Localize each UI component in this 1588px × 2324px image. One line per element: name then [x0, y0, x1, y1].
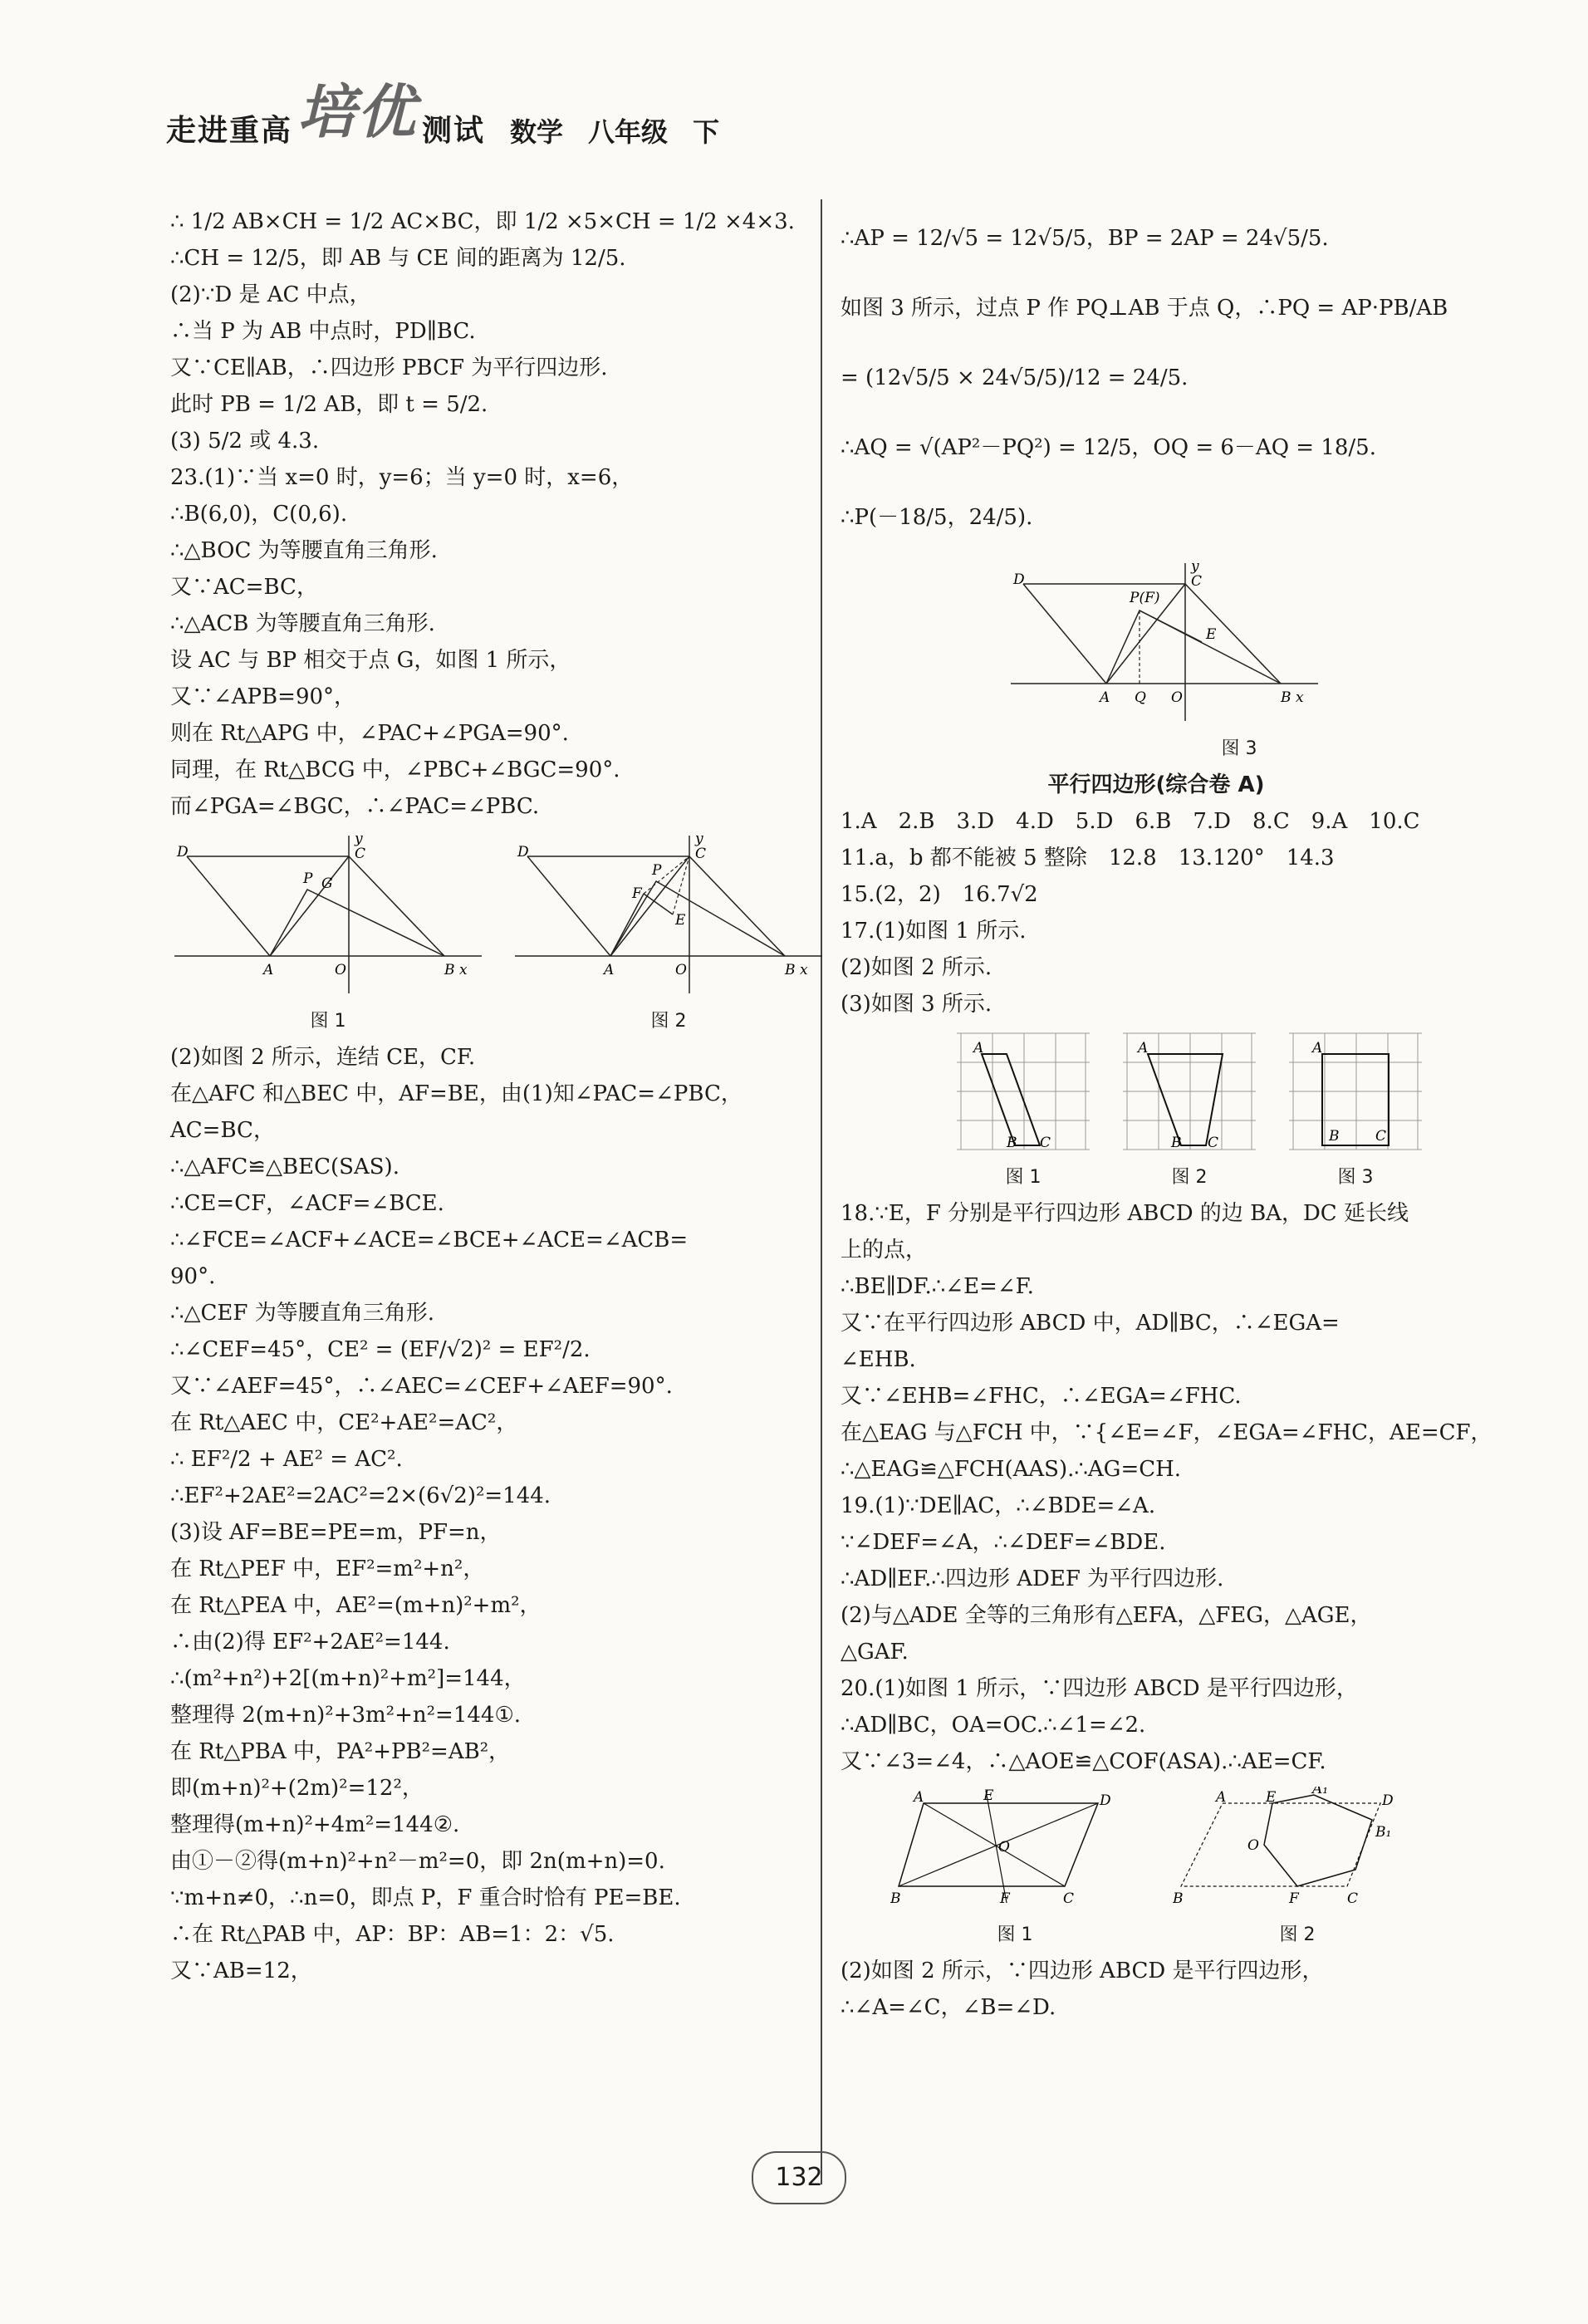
text-line: 又∵∠APB=90°， [170, 684, 356, 709]
left-text-block-1 [170, 203, 810, 825]
svg-text:x: x [800, 962, 808, 978]
text-line: 18.∵E，F 分别是平行四边形 ABCD 的边 BA，DC 延长线 [841, 1201, 1409, 1226]
grid-figures-17 [957, 1029, 1472, 1189]
text-line: 又∵∠3=∠4，∴△AOE≌△COF(ASA).∴AE=CF. [841, 1749, 1326, 1774]
text-line: (2)如图 2 所示，连结 CE，CF. [170, 1045, 476, 1070]
header-subject: 数学 [510, 116, 564, 148]
figure-2-diagram [511, 831, 826, 998]
svg-text:C: C [355, 846, 366, 862]
svg-text:x: x [459, 962, 468, 978]
text-line: ∴EF²+2AE²=2AC²=2×(6√2)²=144. [170, 1483, 551, 1508]
text-line: 15.(2，2) 16.7√2 [841, 882, 1038, 907]
text-line: ∴AP = 12/√5 = 12√5/5，BP = 2AP = 24√5/5. [841, 226, 1329, 251]
text-line: ∴ 1/2 AB×CH = 1/2 AC×BC，即 1/2 ×5×CH = 1/2 ×4×3. [170, 209, 795, 234]
para-figure-1 [890, 1787, 1140, 1946]
svg-text:C: C [1191, 573, 1203, 590]
text-line: ∴在 Rt△PAB 中，AP：BP：AB=1：2：√5. [170, 1922, 615, 1947]
svg-text:O: O [1171, 689, 1183, 706]
page-header [166, 78, 720, 150]
svg-text:B: B [1173, 1890, 1184, 1907]
svg-text:E: E [675, 912, 686, 929]
svg-text:C: C [1063, 1890, 1075, 1907]
svg-text:F: F [632, 885, 642, 902]
para-figure-2 [1173, 1787, 1422, 1946]
text-line: ∴CH = 12/5，即 AB 与 CE 间的距离为 12/5. [170, 246, 626, 271]
svg-text:D: D [1100, 1792, 1111, 1809]
text-line: (2)与△ADE 全等的三角形有△EFA，△FEG，△AGE， [841, 1603, 1372, 1628]
svg-text:A: A [914, 1789, 924, 1806]
text-line: ∴AQ = √(AP²－PQ²) = 12/5，OQ = 6－AQ = 18/5. [841, 435, 1376, 460]
right-text-block-3 [841, 1195, 1492, 1780]
text-line: ∵m+n≠0，∴n=0，即点 P，F 重合时恰有 PE=BE. [170, 1885, 681, 1910]
para-figure-2-diagram [1173, 1787, 1422, 1911]
svg-text:C: C [1347, 1890, 1359, 1907]
figure-2 [511, 831, 826, 1032]
text-line: 23.(1)∵当 x=0 时，y=6；当 y=0 时，x=6， [170, 465, 634, 490]
text-line: 在△EAG 与△FCH 中，∵{∠E=∠F，∠EGA=∠FHC，AE=CF， [841, 1420, 1492, 1445]
para-figure-1-caption: 图 1 [997, 1924, 1033, 1945]
para-figure-2-caption: 图 2 [1279, 1924, 1316, 1945]
text-line: ∵∠DEF=∠A，∴∠DEF=∠BDE. [841, 1530, 1166, 1555]
text-line: 又∵在平行四边形 ABCD 中，AD∥BC，∴∠EGA= [841, 1311, 1340, 1336]
svg-text:P(F): P(F) [1130, 590, 1160, 606]
svg-text:B: B [1171, 1135, 1182, 1151]
svg-text:D: D [1382, 1792, 1394, 1809]
text-line: (2)如图 2 所示，∵四边形 ABCD 是平行四边形， [841, 1959, 1324, 1983]
left-text-block-2 [170, 1039, 810, 1989]
svg-text:B: B [1007, 1135, 1017, 1151]
text-line: ∴(m²+n²)+2[(m+n)²+m²]=144， [170, 1666, 526, 1691]
svg-text:E: E [1206, 626, 1217, 643]
grid-figure-3 [1289, 1029, 1422, 1189]
header-volume: 下 [693, 116, 720, 148]
figure-row-23 [170, 831, 810, 1032]
text-line: 设 AC 与 BP 相交于点 G，如图 1 所示， [170, 648, 571, 673]
text-line: (3)设 AF=BE=PE=m，PF=n， [170, 1520, 502, 1545]
left-column [170, 203, 810, 1989]
text-line: = (12√5/5 × 24√5/5)/12 = 24/5. [841, 365, 1189, 390]
text-line: 在△AFC 和△BEC 中，AF=BE，由(1)知∠PAC=∠PBC， [170, 1081, 743, 1106]
figure-3-caption: 图 3 [1221, 738, 1257, 759]
svg-text:O: O [335, 962, 346, 978]
text-line: ∴△EAG≌△FCH(AAS).∴AG=CH. [841, 1457, 1182, 1482]
text-line: (2)∵D 是 AC 中点， [170, 282, 371, 307]
text-line: ∴由(2)得 EF²+2AE²=144. [170, 1630, 450, 1655]
brand-right: 测试 [422, 114, 486, 148]
svg-text:O: O [675, 962, 687, 978]
grid-figure-1 [957, 1029, 1090, 1189]
text-line: 11.a，b 都不能被 5 整除 12.8 13.120° 14.3 [841, 846, 1335, 870]
text-line: ∴∠A=∠C，∠B=∠D. [841, 1995, 1056, 2020]
grid-figure-2 [1123, 1029, 1256, 1189]
text-line: 在 Rt△PEF 中，EF²=m²+n²， [170, 1557, 485, 1581]
svg-text:G: G [321, 875, 333, 892]
figure-3-diagram [1007, 559, 1322, 725]
figure-3-block [1007, 559, 1472, 760]
text-line: 同理，在 Rt△BCG 中，∠PBC+∠BGC=90°. [170, 758, 620, 782]
svg-text:C: C [1040, 1135, 1051, 1151]
text-line: 在 Rt△PEA 中，AE²=(m+n)²+m²， [170, 1593, 542, 1618]
svg-text:F: F [1000, 1890, 1010, 1907]
brand-left: 走进重高 [166, 114, 293, 148]
text-line: ∴△BOC 为等腰直角三角形. [170, 538, 438, 563]
svg-text:E: E [983, 1787, 994, 1804]
text-line: (2)如图 2 所示. [841, 955, 992, 980]
text-line: 又∵AB=12， [170, 1959, 312, 1983]
text-line: (3)如图 3 所示. [841, 992, 992, 1017]
text-line: ∴△CEF 为等腰直角三角形. [170, 1301, 434, 1326]
svg-text:B₁: B₁ [1375, 1824, 1392, 1841]
text-line: △GAF. [841, 1640, 909, 1665]
svg-text:D: D [177, 844, 189, 860]
svg-text:A: A [263, 962, 274, 978]
right-column [841, 203, 1492, 2026]
text-line: 整理得(m+n)²+4m²=144②. [170, 1812, 460, 1837]
text-line: 20.(1)如图 1 所示，∵四边形 ABCD 是平行四边形， [841, 1676, 1358, 1701]
grid-figure-2-diagram [1123, 1029, 1256, 1154]
text-line: ∴BE∥DF.∴∠E=∠F. [841, 1274, 1034, 1299]
svg-text:B: B [1329, 1128, 1340, 1145]
right-text-block-4 [841, 1953, 1472, 2026]
text-line: 而∠PGA=∠BGC，∴∠PAC=∠PBC. [170, 794, 540, 819]
text-line: ∴AD∥EF.∴四边形 ADEF 为平行四边形. [841, 1566, 1224, 1591]
svg-text:D: D [1013, 571, 1025, 588]
figure-2-caption: 图 2 [650, 1011, 687, 1032]
text-line: 又∵∠AEF=45°，∴∠AEC=∠CEF+∠AEF=90°. [170, 1374, 673, 1399]
figure-1 [170, 831, 486, 1032]
text-line: 19.(1)∵DE∥AC，∴∠BDE=∠A. [841, 1493, 1156, 1518]
svg-text:O: O [998, 1839, 1010, 1856]
text-line: 又∵AC=BC， [170, 575, 318, 600]
text-line: 此时 PB = 1/2 AB，即 t = 5/2. [170, 392, 488, 417]
text-line: 如图 3 所示，过点 P 作 PQ⊥AB 于点 Q，∴PQ = AP·PB/AB [841, 296, 1448, 321]
svg-text:C: C [695, 846, 707, 862]
svg-text:A: A [1216, 1789, 1227, 1806]
text-line: 在 Rt△AEC 中，CE²+AE²=AC²， [170, 1410, 518, 1435]
page-number: 132 [752, 2151, 846, 2204]
svg-text:F: F [1289, 1890, 1299, 1907]
text-line: AC=BC， [170, 1118, 275, 1143]
svg-text:C: C [1208, 1135, 1219, 1151]
text-line: 又∵∠EHB=∠FHC，∴∠EGA=∠FHC. [841, 1384, 1242, 1409]
text-line: 17.(1)如图 1 所示. [841, 919, 1027, 944]
text-line: 上的点， [841, 1238, 928, 1263]
text-line: ∴△AFC≌△BEC(SAS). [170, 1155, 399, 1179]
svg-text:P: P [303, 870, 313, 887]
svg-text:B: B [890, 1890, 901, 1907]
svg-text:O: O [1247, 1837, 1259, 1854]
text-line: ∴∠FCE=∠ACF+∠ACE=∠BCE+∠ACE=∠ACB= [170, 1228, 689, 1253]
grid-figure-1-diagram [957, 1029, 1090, 1154]
svg-text:E: E [1266, 1789, 1277, 1806]
grid-figure-3-caption: 图 3 [1337, 1167, 1374, 1188]
text-line: ∴∠CEF=45°，CE² = (EF/√2)² = EF²/2. [170, 1337, 591, 1362]
svg-text:C: C [1375, 1128, 1387, 1145]
svg-text:P: P [652, 862, 662, 879]
svg-text:y: y [355, 831, 363, 847]
right-text-block-2 [841, 803, 1472, 1022]
text-line: 则在 Rt△APG 中，∠PAC+∠PGA=90°. [170, 721, 569, 746]
svg-text:B: B [785, 962, 796, 978]
grid-figure-2-caption: 图 2 [1171, 1167, 1208, 1188]
text-line: 90°. [170, 1264, 216, 1289]
svg-text:y: y [1191, 559, 1199, 575]
figure-row-20 [890, 1787, 1472, 1946]
text-line: ∴B(6,0)，C(0,6). [170, 502, 348, 527]
svg-text:Q: Q [1135, 689, 1146, 706]
svg-text:A₁: A₁ [1312, 1787, 1329, 1797]
text-line: ∴AD∥BC，OA=OC.∴∠1=∠2. [841, 1713, 1146, 1738]
figure-1-caption: 图 1 [310, 1011, 346, 1032]
text-line: ∴△ACB 为等腰直角三角形. [170, 611, 435, 636]
svg-text:x: x [1296, 689, 1304, 706]
svg-text:A: A [1312, 1040, 1323, 1057]
text-line: 1.A 2.B 3.D 4.D 5.D 6.B 7.D 8.C 9.A 10.C [841, 809, 1420, 834]
svg-text:A: A [973, 1040, 984, 1057]
right-text-block-1 [841, 203, 1472, 552]
text-line: ∠EHB. [841, 1347, 916, 1372]
text-line: (3) 5/2 或 4.3. [170, 429, 320, 454]
svg-text:A: A [604, 962, 615, 978]
column-divider [821, 199, 822, 2184]
svg-text:A: A [1138, 1040, 1149, 1057]
text-line: 整理得 2(m+n)²+3m²+n²=144①. [170, 1703, 522, 1728]
figure-1-diagram [170, 831, 486, 998]
grid-figure-1-caption: 图 1 [1005, 1167, 1042, 1188]
text-line: 即(m+n)²+(2m)²=12²， [170, 1776, 424, 1801]
text-line: 在 Rt△PBA 中，PA²+PB²=AB²， [170, 1739, 511, 1764]
text-line: ∴ EF²/2 + AE² = AC². [170, 1447, 403, 1472]
text-line: 由①－②得(m+n)²+n²－m²=0，即 2n(m+n)=0. [170, 1849, 665, 1874]
text-line: ∴当 P 为 AB 中点时，PD∥BC. [170, 319, 476, 344]
header-grade: 八年级 [588, 116, 669, 148]
text-line: 又∵CE∥AB，∴四边形 PBCF 为平行四边形. [170, 355, 608, 380]
svg-text:D: D [517, 844, 529, 860]
text-line: ∴P(－18/5，24/5). [841, 505, 1033, 530]
para-figure-1-diagram [890, 1787, 1140, 1911]
grid-figure-3-diagram [1289, 1029, 1422, 1154]
svg-text:y: y [695, 831, 703, 847]
text-line: ∴CE=CF，∠ACF=∠BCE. [170, 1191, 444, 1216]
brand-big: 培优 [297, 78, 418, 146]
svg-text:B: B [444, 962, 455, 978]
section-title: 平行四边形(综合卷 A) [1047, 772, 1265, 797]
svg-text:A: A [1100, 689, 1110, 706]
svg-text:B: B [1281, 689, 1291, 706]
